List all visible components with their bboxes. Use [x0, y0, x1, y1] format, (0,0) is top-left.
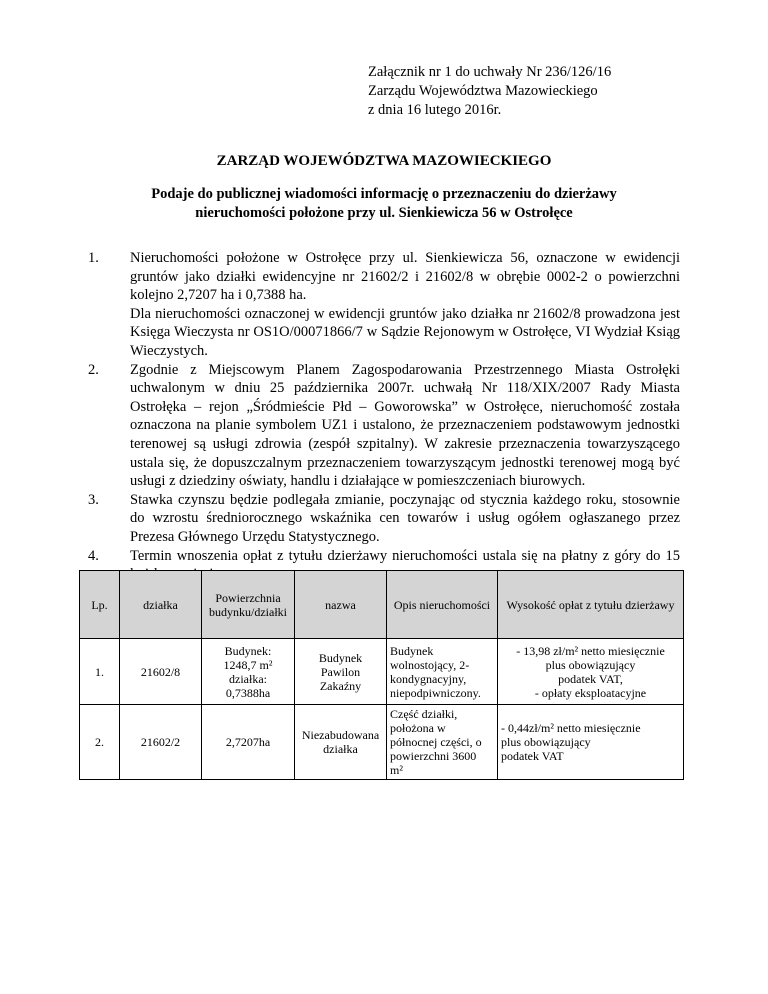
table-header-row [80, 571, 684, 639]
cell-line: podatek VAT, [558, 671, 623, 686]
cell-line: niepodpiwniczony. [390, 685, 481, 700]
attachment-note-line-3: z dnia 16 lutego 2016r. [368, 102, 502, 118]
cell-line: wolnostojący, 2- [390, 657, 470, 672]
point-paragraph: Nieruchomości położone w Ostrołęce przy ul. Sienkiewicza 56, oznaczone w ewidencji gruntów jako działki ewidencyjne nr 21602/2 i 21602/8 w obrębie 0002-2 o powierzchni kolejno 2,7207 ha i 0,7388 ha. [130, 250, 680, 304]
cell-line: 1248,7 m² [223, 657, 273, 672]
cell-description [387, 639, 498, 705]
announcement-subtitle [80, 185, 688, 223]
cell-line: - 13,98 zł/m² netto miesięcznie [516, 643, 665, 658]
lease-table [79, 570, 684, 780]
table-row [80, 705, 684, 780]
header-lp: Lp. [80, 571, 120, 639]
point-paragraph: Zgodnie z Miejscowym Planem Zagospodarowania Przestrzennego Miasta Ostrołęki uchwalonym w dniu 25 października 2007r. uchwałą Nr 118/XIX/2007 Rady Miasta Ostrołęka – rejon „Śródmieście Płd – Goworowska” w Ostrołęce, nieruchomość została oznaczona na planie symbolem UZ1 i ustalono, że przeznaczeniem podstawowym jednostki terenowej są usługi zdrowia (zespół szpitalny). W zakresie przeznaczenia towarzyszącego ustala się, że dopuszczalnym przeznaczeniem towarzyszącym jednostki terenowej mogą być usługi z dziedziny oświaty, handlu i działające w pomieszczeniach biurowych. [130, 361, 680, 490]
cell-line: plus obowiązujący [501, 735, 591, 749]
cell-area [202, 639, 295, 705]
cell-line: podatek VAT [501, 749, 564, 763]
attachment-note-line-2: Zarządu Województwa Mazowieckiego [368, 83, 598, 99]
cell-line: kondygnacyjny, [390, 671, 467, 686]
subtitle-line-2: nieruchomości położone przy ul. Sienkiewicza 56 w Ostrołęce [195, 205, 573, 221]
point-number: 3. [88, 491, 99, 508]
cell-line: - opłaty eksploatacyjne [534, 685, 647, 700]
cell-description [387, 705, 498, 780]
header-name: nazwa [295, 571, 387, 639]
cell-line: 0,7388ha [225, 685, 271, 700]
cell-name [295, 639, 387, 705]
cell-line: powierzchni 3600 [390, 749, 477, 763]
cell-plot: 21602/2 [120, 705, 202, 780]
subtitle-line-1: Podaje do publicznej wiadomości informację o przeznaczeniu do dzierżawy [151, 186, 617, 202]
point-number: 1. [88, 250, 99, 266]
cell-line: położona w [390, 721, 446, 735]
cell-fee [498, 639, 684, 705]
point-paragraph: Dla nieruchomości oznaczonej w ewidencji gruntów jako działka nr 21602/8 prowadzona jest Księga Wieczysta nr OS1O/00071866/7 w Sądzie Rejonowym w Ostrołęce, VI Wydział Ksiąg Wieczystych. [130, 305, 680, 359]
point-1 [88, 249, 680, 361]
board-title: ZARZĄD WOJEWÓDZTWA MAZOWIECKIEGO [216, 153, 552, 169]
table-row [80, 639, 684, 705]
cell-line: - 0,44zł/m² netto miesięcznie [501, 721, 641, 735]
point-number: 2. [88, 361, 99, 378]
numbered-points [88, 249, 680, 584]
cell-line: działka: [229, 671, 267, 686]
cell-line: północnej części, o [390, 735, 482, 749]
header-description: Opis nieruchomości [387, 571, 498, 639]
cell-fee [498, 705, 684, 780]
point-paragraph: Stawka czynszu będzie podlegała zmianie, poczynając od stycznia każdego roku, stosownie do wzrostu średniorocznego wskaźnika cen towarów i usług ogółem ogłaszanego przez Prezesa Głównego Urzędu Statystycznego. [130, 491, 680, 545]
cell-area [202, 705, 295, 780]
cell-line: Zakaźny [319, 678, 362, 693]
cell-line: Pawilon [320, 664, 361, 679]
cell-lp: 1. [80, 639, 120, 705]
cell-line: m² [390, 763, 403, 777]
cell-line: Budynek [390, 643, 434, 658]
point-paragraph: Termin wnoszenia opłat z tytułu dzierżawy nieruchomości ustala się na płatny z góry do 15 [130, 547, 680, 564]
cell-name [295, 705, 387, 780]
cell-line: Niezabudowana [301, 728, 380, 742]
cell-lp: 2. [80, 705, 120, 780]
cell-line: Część działki, [390, 707, 458, 721]
attachment-note-line-1: Załącznik nr 1 do uchwały Nr 236/126/16 [368, 64, 612, 80]
header-plot: działka [120, 571, 202, 639]
cell-line: działka [323, 742, 358, 756]
cell-plot: 21602/8 [120, 639, 202, 705]
cell-line: Budynek [318, 650, 363, 665]
header-area: Powierzchnia budynku/działki [202, 571, 295, 639]
cell-line: plus obowiązujący [545, 657, 636, 672]
attachment-note [368, 63, 611, 120]
cell-line: 2,7207ha [225, 735, 271, 749]
header-fee: Wysokość opłat z tytułu dzierżawy [498, 571, 684, 639]
point-3 [88, 491, 680, 547]
point-number: 4. [88, 547, 99, 564]
point-2 [88, 361, 680, 491]
cell-line: Budynek: [224, 643, 272, 658]
